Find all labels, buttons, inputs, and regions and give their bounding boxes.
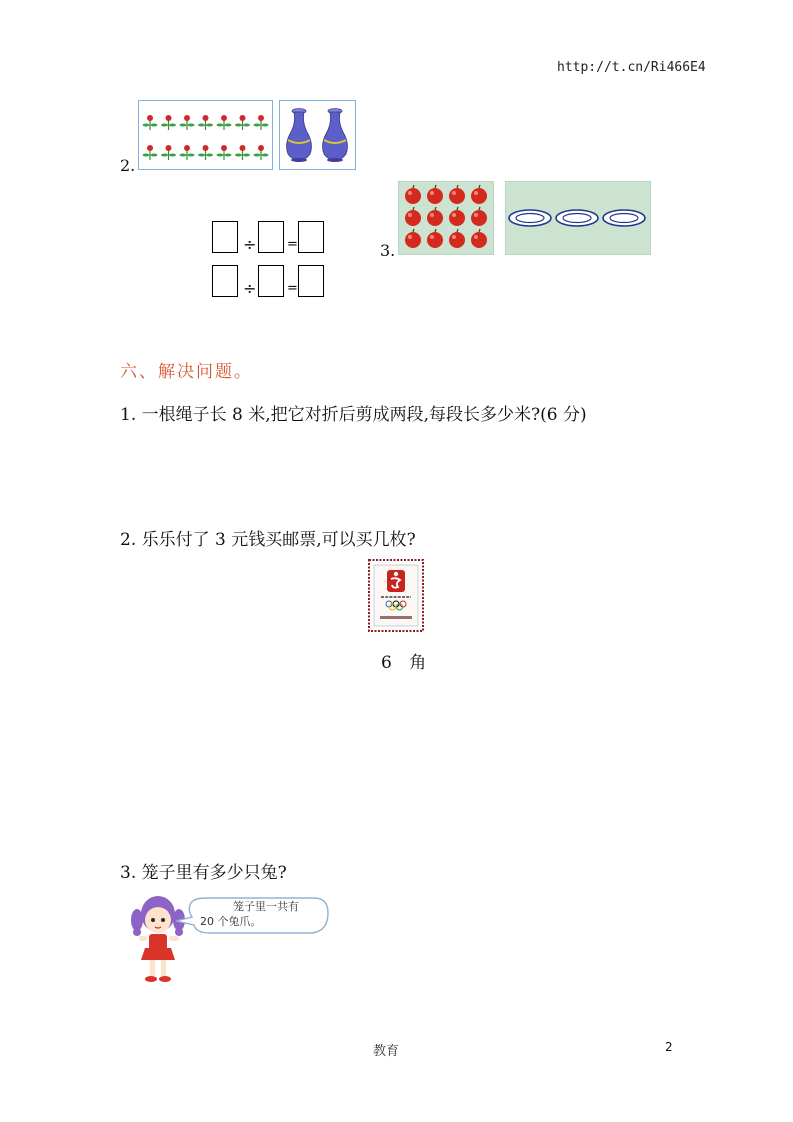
item-3-number: 3.: [380, 241, 396, 260]
olympic-stamp-picture: [368, 559, 424, 632]
answer-box[interactable]: [258, 221, 284, 253]
divide-sign: ÷: [243, 235, 257, 254]
answer-box[interactable]: [212, 221, 238, 253]
answer-box[interactable]: [212, 265, 238, 297]
divide-sign: ÷: [243, 279, 257, 298]
vases-picture: [279, 100, 356, 170]
equals-sign: =: [287, 281, 298, 296]
header-url: http://t.cn/Ri466E4: [557, 60, 706, 75]
equals-sign: =: [287, 237, 298, 252]
problem-1: 1. 一根绳子长 8 米,把它对折后剪成两段,每段长多少米?(6 分): [120, 405, 587, 425]
page-number: 2: [665, 1040, 673, 1054]
problem-2: 2. 乐乐付了 3 元钱买邮票,可以买几枚?: [120, 530, 416, 550]
problem-3: 3. 笼子里有多少只兔?: [120, 863, 287, 883]
answer-box[interactable]: [258, 265, 284, 297]
plate-icon: [603, 210, 645, 226]
apples-picture: [398, 181, 494, 255]
plate-icon: [556, 210, 598, 226]
section-title: 六、解决问题。: [120, 362, 253, 382]
answer-box[interactable]: [298, 221, 324, 253]
flowers-picture: [138, 100, 273, 170]
plate-icon: [509, 210, 551, 226]
stamp-price: 6 角: [381, 653, 433, 673]
item-2-number: 2.: [120, 156, 136, 175]
footer-label: 教育: [373, 1044, 400, 1059]
speech-bubble-text: 笼子里一共有 20 个兔爪。: [200, 900, 299, 928]
plates-picture: [505, 181, 651, 255]
answer-box[interactable]: [298, 265, 324, 297]
